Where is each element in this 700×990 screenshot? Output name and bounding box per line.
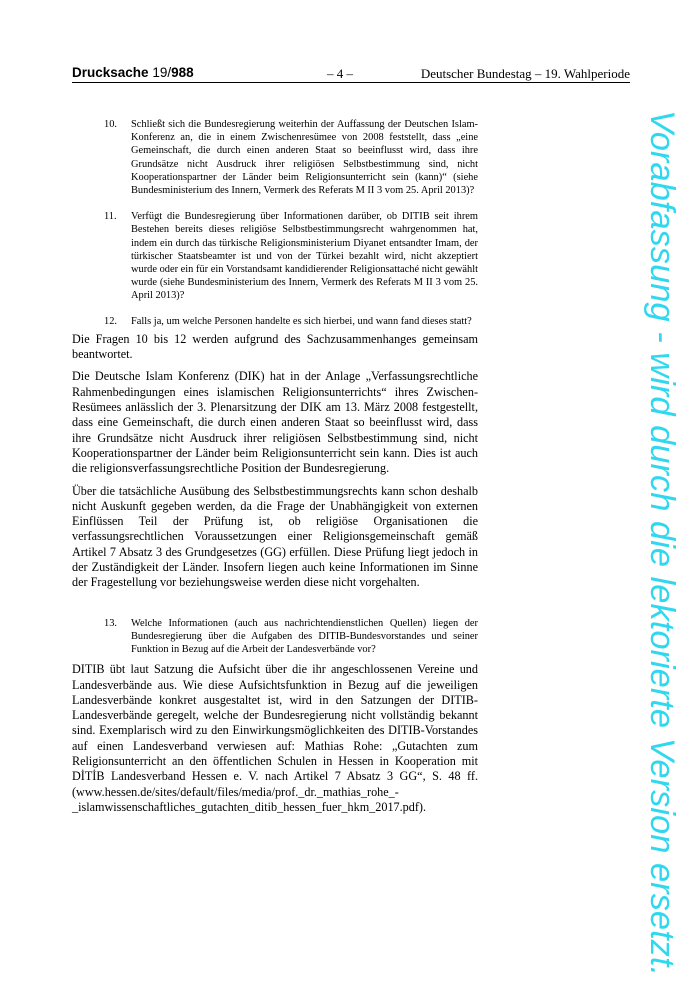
question-number: 11. (104, 211, 117, 223)
doc-number-prefix: 19/ (152, 65, 172, 80)
question-10 (72, 118, 478, 197)
answer-paragraph: Die Deutsche Islam Konferenz (DIK) hat in der Anlage „Verfassungsrechtliche Rahmenbedingungen eines islamischen Religionsunterrichts“ ihres Zwischen-Resümees anlässlich der 3. Plenarsitzung der DIK am 13. März 2008 festgestellt, dass eine Gemeinschaft, die durch einen anderen Staat so beeinflusst wird, dass ihre Grundsätze nicht Ausdruck ihrer religiösen Selbstbestimmung sind, nicht Kooperationspartner der Länder beim Religionsunterricht sein kann. Dies ist auch die religionsverfassungsrechtliche Position der Bundesregierung. (72, 369, 478, 476)
watermark-text: Vorabfassung - wird durch die lektorierte Version ersetzt. (643, 110, 681, 977)
question-11 (72, 210, 478, 302)
question-number: 13. (104, 617, 117, 629)
question-text: Falls ja, um welche Personen handelte es sich hierbei, und wann fand dieses statt? (131, 315, 472, 327)
page-number: – 4 – (327, 66, 353, 81)
header-rule (72, 82, 630, 83)
answer-paragraph: DITIB übt laut Satzung die Aufsicht über die ihr angeschlossenen Vereine und Landesverbände aus. Wie diese Aufsichtsfunktion in Bezug auf die jeweiligen Landesverbände konkret ausgestaltet ist, wird in den Satzungen der DITIB-Landesverbände geregelt, welche der Bundesregierung nicht vollständig bekannt sind. Exemplarisch wird zu den Einwirkungsmöglichkeiten des DITIB-Vorstandes auf einen Landesverband verwiesen auf: Mathias Rohe: „Gutachten zum Religionsunterricht an den öffentlichen Schulen in Hessen in Kooperation mit DİTİB Landesverband Hessen e. V. nach Artikel 7 Absatz 3 GG“, S. 48 ff. (www.hessen.de/sites/default/files/media/prof._dr._mathias_rohe_-_islamwissenschaftliches_gutachten_ditib_hessen_fuer_hkm_2017.pdf). (72, 662, 478, 814)
question-text: Welche Informationen (auch aus nachrichtendienstlichen Quellen) liegen der Bundesregierung über die Aufgaben des DITIB-Bundesvorstandes und seiner Funktion in Bezug auf die Arbeit der Landesverbände vor? (131, 617, 478, 655)
doc-reference (72, 65, 194, 80)
question-number: 10. (104, 119, 117, 130)
question-13 (72, 617, 478, 657)
page-header (72, 62, 630, 82)
answer-paragraph: Die Fragen 10 bis 12 werden aufgrund des Sachzusammenhanges gemeinsam beantwortet. (72, 331, 478, 362)
document-body (72, 118, 478, 815)
draft-watermark (630, 110, 690, 977)
question-12 (72, 315, 478, 328)
publisher: Deutscher Bundestag – 19. Wahlperiode (420, 66, 630, 81)
doc-number: 988 (171, 65, 194, 80)
question-number: 12. (104, 315, 117, 327)
doc-label: Drucksache (72, 65, 149, 80)
question-text: Schließt sich die Bundesregierung weiterhin der Auffassung der Deutschen Islam-Konferenz an, die in einem Zwischenresümee von 2008 feststellt, dass „eine Gemeinschaft, die durch einen anderen Staat so beeinflusst wird, dass ihre Grundsätze nicht Ausdruck ihrer religiösen Selbstbestimmung sind, nicht Kooperationspartner der Länder beim Religionsunterricht sein (kann)“ (siehe Bundesministerium des Innern, Vermerk des Referats M II 3 vom 25. April 2013)? (131, 119, 478, 197)
question-text: Verfügt die Bundesregierung über Informationen darüber, ob DITIB seit ihrem Bestehen bereits dieses religiöse Selbstbestimmungsrecht wahrgenommen hat, indem ein durch das türkische Religionsministerium Diyanet entsandter Imam, der türkischer Staatsbeamter ist und von der Türkei bezahlt wird, nicht akzeptiert wurde oder ein für ein Vorstandsamt kandidierender Religionsattaché nicht gewählt wurde (siehe Bundesministerium des Innern, Vermerk des Referats M II 3 vom 25. April 2013)? (131, 211, 478, 302)
answer-paragraph: Über die tatsächliche Ausübung des Selbstbestimmungsrechts kann schon deshalb nicht Auskunft gegeben werden, da die Frage der Unabhängigkeit von externen Einflüssen Teil der Prüfung ist, ob religiöse Organisationen die verfassungsrechtlichen Voraussetzungen einer Religionsgemeinschaft gemäß Artikel 7 Absatz 3 des Grundgesetzes (GG) erfüllen. Diese Prüfung liegt jedoch in der Zuständigkeit der Länder. Insofern liegen auch keine Informationen im Sinne der Fragestellung vor beziehungsweise werden diese nicht vorgehalten. (72, 483, 478, 590)
